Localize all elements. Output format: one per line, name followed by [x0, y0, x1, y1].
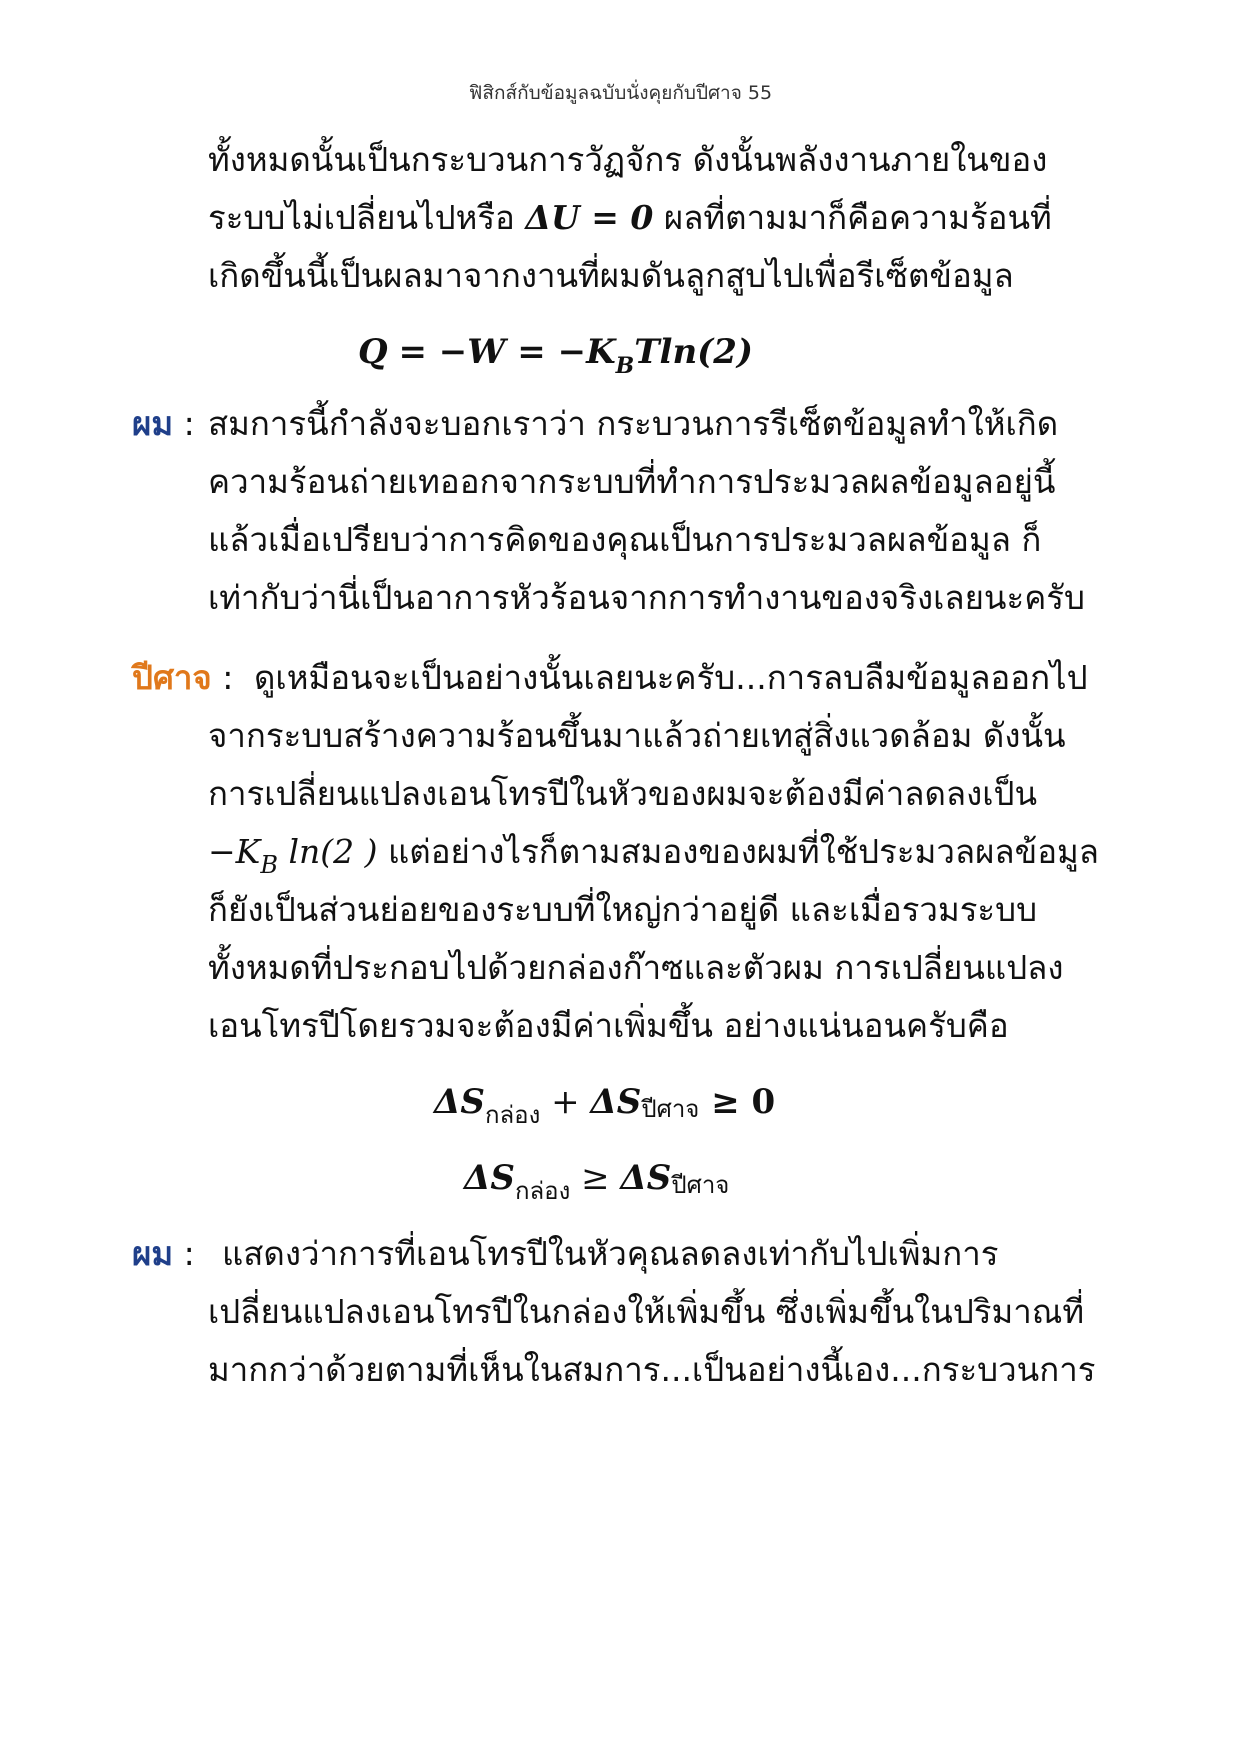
equation-heat	[358, 330, 753, 378]
equation-symbol: = −W = −K	[398, 332, 616, 372]
equation-subscript: ปีศาจ	[641, 1095, 700, 1123]
equation-symbol: Tln(2)	[634, 332, 754, 372]
equation-subscript: กล่อง	[484, 1101, 541, 1129]
text-line: เอนโทรปีโดยรวมจะต้องมีค่าเพิ่มขึ้น อย่างแน่นอนครับคือ	[208, 1006, 1009, 1045]
equation-subscript: กล่อง	[514, 1177, 571, 1205]
text-line: ทั้งหมดที่ประกอบไปด้วยกล่องก๊าซและตัวผม การเปลี่ยนแปลง	[208, 948, 1064, 987]
equation-entropy-sum	[434, 1080, 775, 1127]
speaker-label-me: ผม :	[132, 1234, 195, 1273]
text-line	[208, 196, 1052, 240]
equation-symbol: ≥	[570, 1158, 621, 1198]
text-line: ดูเหมือนจะเป็นอย่างนั้นเลยนะครับ...การลบลืมข้อมูลออกไป	[254, 658, 1088, 697]
text-line: แล้วเมื่อเปรียบว่าการคิดของคุณเป็นการประมวลผลข้อมูล ก็	[208, 520, 1042, 559]
text-line: ความร้อนถ่ายเทออกจากระบบที่ทำการประมวลผลข้อมูลอยู่นี้	[208, 462, 1056, 501]
equation-subscript: B	[615, 353, 635, 379]
text-segment: ระบบไม่เปลี่ยนไปหรือ	[208, 198, 515, 237]
text-line: จากระบบสร้างความร้อนขึ้นมาแล้วถ่ายเทสู่สิ่งแวดล้อม ดังนั้น	[208, 716, 1066, 755]
speaker-label-ghost: ปีศาจ :	[132, 658, 234, 697]
text-segment: ผลที่ตามมาก็คือความร้อนที่	[663, 198, 1052, 237]
text-line: ก็ยังเป็นส่วนย่อยของระบบที่ใหญ่กว่าอยู่ดี และเมื่อรวมระบบ	[208, 890, 1038, 929]
text-line: ทั้งหมดนั้นเป็นกระบวนการวัฏจักร ดังนั้นพลังงานภายในของ	[208, 140, 1048, 179]
equation-subscript: B	[260, 851, 278, 879]
equation-symbol: ΔS	[464, 1158, 515, 1198]
page-header: ฟิสิกส์กับข้อมูลฉบับนั่งคุยกับปีศาจ 55	[468, 82, 773, 104]
equation-symbol: ΔS	[620, 1158, 672, 1198]
equation-symbol: ΔS	[590, 1082, 642, 1122]
text-line: เกิดขึ้นนี้เป็นผลมาจากงานที่ผมดันลูกสูบไปเพื่อรีเซ็ตข้อมูล	[208, 256, 1014, 295]
text-line: มากกว่าด้วยตามที่เห็นในสมการ...เป็นอย่างนี้เอง...กระบวนการ	[208, 1350, 1096, 1389]
text-line: เท่ากับว่านี่เป็นอาการหัวร้อนจากการทำงานของจริงเลยนะครับ	[208, 578, 1085, 617]
speaker-label-me: ผม :	[132, 404, 195, 443]
text-line	[208, 830, 1099, 877]
equation-symbol: ΔS	[434, 1082, 485, 1122]
equation-subscript: ปีศาจ	[671, 1171, 730, 1199]
inline-equation: ΔU = 0	[525, 198, 654, 237]
text-line: แสดงว่าการที่เอนโทรปีในหัวคุณลดลงเท่ากับไปเพิ่มการ	[222, 1234, 999, 1273]
equation-symbol: ≥ 0	[699, 1082, 776, 1122]
inline-equation: ln(2 )	[288, 832, 378, 871]
equation-entropy-compare	[464, 1156, 729, 1203]
inline-equation: −K	[208, 832, 261, 871]
text-line: สมการนี้กำลังจะบอกเราว่า กระบวนการรีเซ็ตข้อมูลทำให้เกิด	[208, 404, 1059, 443]
equation-symbol: +	[540, 1082, 591, 1122]
text-line: การเปลี่ยนแปลงเอนโทรปีในหัวของผมจะต้องมีค่าลดลงเป็น	[208, 774, 1038, 813]
text-segment: แต่อย่างไรก็ตามสมองของผมที่ใช้ประมวลผลข้อมูล	[377, 832, 1099, 871]
equation-symbol: Q	[358, 332, 388, 372]
text-line: เปลี่ยนแปลงเอนโทรปีในกล่องให้เพิ่มขึ้น ซึ่งเพิ่มขึ้นในปริมาณที่	[208, 1292, 1085, 1331]
